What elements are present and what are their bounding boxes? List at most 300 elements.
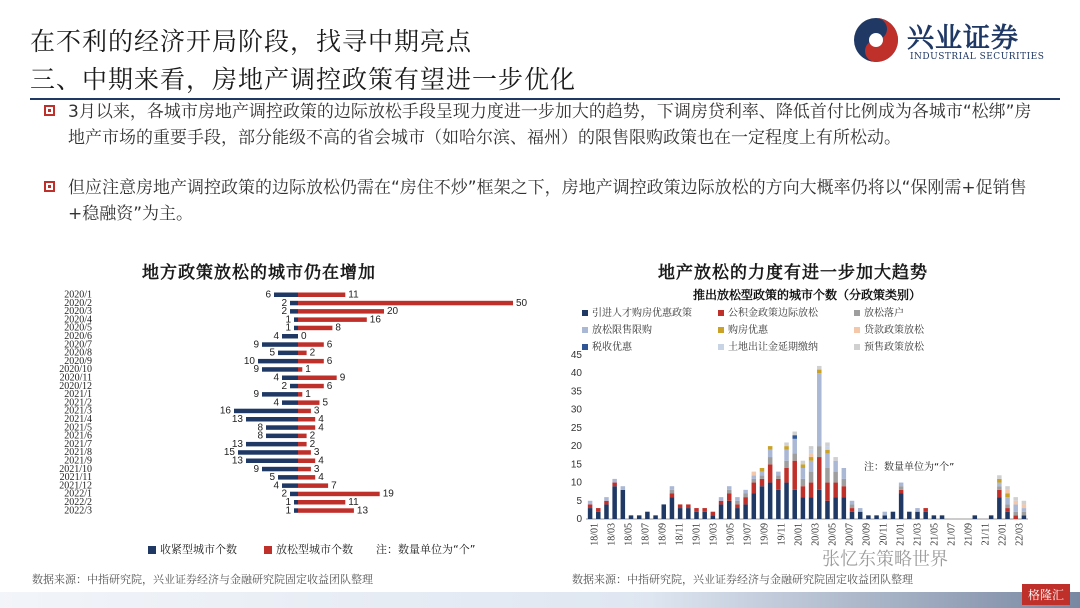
data-label-easing: 2 [309, 430, 316, 442]
y-tick-label: 2021/7 [64, 438, 92, 450]
stacked-bar-segment [596, 508, 601, 512]
stacked-bar-segment [1005, 490, 1010, 494]
stacked-bar-segment [604, 501, 609, 505]
data-label-tightening: 16 [219, 405, 231, 417]
stacked-bar-segment [612, 479, 617, 483]
stacked-bar-segment [727, 501, 732, 519]
stacked-bar-segment [784, 446, 789, 450]
data-label-tightening: 1 [285, 314, 291, 326]
slide-title-line1: 在不利的经济开局阶段，找寻中期亮点 [30, 27, 473, 56]
bar-easing [298, 425, 315, 430]
stacked-bar-segment [1013, 504, 1018, 511]
bar-easing [298, 450, 311, 455]
stacked-bar-segment [817, 366, 822, 370]
x-tick-label: 20/03 [810, 523, 822, 546]
stacked-bar-segment [997, 497, 1002, 519]
stacked-bar-segment [809, 472, 814, 483]
stacked-bar-segment [735, 508, 740, 519]
bullet-box-icon [44, 105, 55, 116]
bar-tightening [246, 417, 298, 422]
stacked-bar-segment [768, 483, 773, 519]
stacked-bar-segment [809, 453, 814, 457]
y-tick-label: 10 [570, 477, 582, 489]
data-label-tightening: 13 [231, 438, 243, 450]
stacked-bar-segment [817, 370, 822, 374]
bar-easing [298, 442, 307, 447]
bar-tightening [294, 326, 298, 331]
x-tick-label: 19/05 [725, 523, 737, 546]
stacked-bar-segment [1022, 501, 1027, 505]
stacked-bar-segment [899, 493, 904, 519]
bar-tightening [246, 442, 298, 447]
stacked-bar-segment [768, 446, 773, 450]
stacked-bar-segment [792, 435, 797, 439]
stacked-bar-segment [670, 493, 675, 497]
stacked-bar-segment [825, 468, 830, 483]
stacked-bar-segment [825, 442, 830, 446]
y-tick-label: 2022/2 [64, 497, 92, 508]
data-label-tightening: 8 [257, 430, 263, 442]
stacked-bar-segment [604, 497, 609, 501]
y-tick-label: 25 [570, 422, 582, 434]
stacked-bar-segment [1013, 512, 1018, 516]
bar-tightening [262, 342, 298, 347]
stacked-bar-segment [973, 515, 978, 519]
stacked-bar-segment [842, 479, 847, 486]
x-tick-label: 21/11 [980, 523, 992, 546]
stacked-bar-segment [670, 497, 675, 519]
data-label-tightening: 4 [273, 372, 279, 384]
stacked-bar-segment [612, 486, 617, 519]
stacked-bar-segment [727, 490, 732, 494]
bar-easing [298, 376, 337, 381]
legend-label: 税收优惠 [592, 342, 632, 353]
stacked-bar-segment [670, 486, 675, 490]
stacked-bar-segment [784, 461, 789, 468]
legend-swatch [718, 344, 724, 350]
y-tick-label: 2021/5 [64, 422, 92, 434]
data-label-tightening: 1 [285, 322, 291, 334]
bar-tightening [274, 293, 298, 298]
stacked-bar-segment [735, 504, 740, 508]
stacked-bar-segment [752, 479, 757, 483]
stacked-bar-segment [1005, 486, 1010, 490]
bar-easing [298, 483, 328, 488]
footer-bar [0, 592, 1080, 608]
x-tick-label: 22/01 [997, 523, 1009, 546]
stacked-bar-segment [645, 512, 650, 519]
stacked-bar-segment [809, 446, 814, 450]
stacked-bar-segment [899, 483, 904, 487]
x-tick-label: 18/07 [640, 523, 652, 546]
logo-name: 兴业证券 [907, 23, 1019, 54]
bar-easing [298, 459, 315, 464]
stacked-bar-segment [637, 515, 642, 519]
stacked-bar-segment [809, 483, 814, 498]
y-tick-label: 2020/7 [64, 339, 92, 351]
bar-easing [298, 400, 320, 405]
stacked-bar-segment [760, 475, 765, 479]
data-label-easing: 1 [305, 364, 311, 376]
y-tick-label: 40 [570, 368, 582, 380]
y-tick-label: 2020/11 [59, 372, 92, 384]
y-tick-label: 2021/11 [59, 472, 92, 484]
data-label-easing: 2 [309, 347, 316, 359]
y-tick-label: 2020/2 [64, 297, 92, 309]
data-label-easing: 8 [335, 322, 341, 334]
stacked-bar-segment [678, 504, 683, 508]
stacked-bar-segment [817, 490, 822, 519]
y-tick-label: 2022/1 [64, 488, 92, 500]
legend-label: 贷款政策放松 [864, 325, 924, 336]
y-tick-label: 15 [570, 459, 582, 471]
y-tick-label: 5 [576, 495, 582, 507]
y-tick-label: 2020/12 [59, 380, 92, 392]
stacked-bar-segment [662, 504, 667, 519]
data-label-easing: 9 [339, 372, 346, 384]
stacked-bar-segment [850, 501, 855, 505]
y-tick-label: 2021/10 [59, 463, 92, 475]
stacked-bar-segment [711, 515, 716, 519]
stacked-bar-segment [842, 497, 847, 519]
stacked-bar-segment [891, 512, 896, 519]
y-tick-label: 0 [576, 514, 582, 525]
stacked-bar-segment [776, 472, 781, 476]
stacked-bar-segment [1013, 515, 1018, 519]
legend-label: 购房优惠 [728, 325, 768, 336]
stacked-bar-segment [760, 486, 765, 519]
bar-easing [298, 508, 354, 513]
stacked-bar-segment [825, 446, 830, 450]
stacked-bar-segment [825, 453, 830, 468]
data-label-tightening: 4 [273, 480, 279, 492]
x-tick-label: 20/01 [793, 523, 805, 546]
legend-swatch [582, 327, 588, 333]
x-tick-label: 20/07 [844, 523, 856, 546]
legend-swatch-tightening [148, 546, 156, 554]
data-label-tightening: 5 [269, 347, 275, 359]
chart-note: 注：数量单位为“个” [376, 543, 476, 556]
stacked-bar-segment [833, 461, 838, 472]
legend-label: 放松限售限购 [592, 325, 652, 336]
logo-subtitle: INDUSTRIAL SECURITIES [910, 52, 1045, 62]
data-label-easing: 1 [305, 389, 311, 401]
data-label-tightening: 2 [281, 297, 287, 309]
stacked-bar-segment [588, 504, 593, 508]
stacked-bar-segment [596, 512, 601, 519]
x-tick-label: 20/05 [827, 523, 839, 546]
stacked-bar-segment [825, 483, 830, 501]
stacked-bar-segment [711, 512, 716, 516]
y-tick-label: 2021/9 [64, 455, 92, 467]
x-tick-label: 22/03 [1014, 523, 1026, 546]
stacked-bar-segment [1005, 512, 1010, 519]
data-label-easing: 4 [318, 414, 324, 425]
y-tick-label: 2020/9 [64, 355, 92, 367]
bar-easing [298, 309, 384, 314]
stacked-bar-segment [1005, 504, 1010, 508]
stacked-bar-segment [760, 472, 765, 476]
bar-tightening [234, 409, 298, 414]
chart-subtitle: 推出放松型政策的城市个数（分政策类别） [692, 288, 922, 302]
y-tick-label: 2020/8 [64, 347, 92, 359]
data-label-tightening: 10 [243, 355, 255, 367]
bar-easing [298, 417, 315, 422]
stacked-bar-segment [923, 508, 928, 512]
bar-tightening [294, 500, 298, 505]
stacked-bar-segment [866, 515, 871, 519]
stacked-bar-segment [1022, 515, 1027, 519]
stacked-bar-segment [809, 461, 814, 472]
legend-swatch [854, 310, 860, 316]
bullet-text-2: 但应注意房地产调控政策的边际放松仍需在“房住不炒”框架之下，房地产调控政策边际放松的方向大概率仍将以“保刚需+促销售+稳融资”为主。 [68, 178, 1027, 224]
stacked-bar-segment [752, 475, 757, 479]
stacked-bar-segment [784, 450, 789, 461]
right-stacked-bar-chart [568, 282, 1038, 567]
stacked-bar-segment [743, 504, 748, 519]
stacked-bar-segment [997, 479, 1002, 483]
data-label-tightening: 9 [253, 339, 259, 351]
y-tick-label: 2020/10 [59, 364, 92, 376]
stacked-bar-segment [760, 479, 765, 486]
bar-easing [298, 467, 311, 472]
legend-swatch [854, 327, 860, 333]
stacked-bar-segment [850, 508, 855, 512]
bar-easing [298, 384, 324, 389]
y-tick-label: 30 [570, 404, 582, 416]
bar-tightening [278, 475, 298, 480]
bar-tightening [282, 334, 298, 339]
stacked-bar-segment [883, 515, 888, 519]
stacked-bar-segment [743, 493, 748, 497]
stacked-bar-segment [792, 439, 797, 454]
legend-label: 引进人才购房优惠政策 [592, 308, 692, 319]
stacked-bar-segment [702, 512, 707, 519]
bar-tightening [258, 359, 298, 364]
data-label-tightening: 2 [281, 306, 287, 318]
x-tick-label: 19/07 [742, 523, 754, 546]
stacked-bar-segment [612, 483, 617, 487]
stacked-bar-segment [792, 490, 797, 519]
stacked-bar-segment [801, 464, 806, 468]
data-label-easing: 20 [387, 306, 399, 318]
data-label-easing: 50 [516, 297, 528, 309]
bar-tightening [294, 508, 298, 513]
x-tick-label: 18/09 [657, 523, 669, 546]
data-label-easing: 19 [382, 488, 394, 500]
stacked-bar-segment [842, 486, 847, 497]
bar-tightening [266, 425, 298, 430]
y-tick-label: 2021/6 [64, 430, 92, 442]
data-label-easing: 3 [313, 447, 320, 459]
stacked-bar-segment [776, 490, 781, 519]
data-label-tightening: 6 [265, 289, 271, 301]
bar-tightening [290, 492, 298, 497]
stacked-bar-segment [809, 497, 814, 519]
stacked-bar-segment [792, 461, 797, 490]
stacked-bar-segment [752, 483, 757, 494]
bar-tightening [282, 400, 298, 405]
x-tick-label: 21/03 [912, 523, 924, 546]
bar-easing [298, 326, 332, 331]
data-label-tightening: 2 [281, 380, 287, 392]
bar-tightening [290, 309, 298, 314]
data-label-tightening: 2 [281, 488, 287, 500]
corner-badge: 格隆汇 [1022, 584, 1070, 605]
bar-easing [298, 301, 513, 306]
x-tick-label: 18/03 [606, 523, 618, 546]
data-label-tightening: 13 [231, 414, 243, 425]
legend-label: 放松落户 [864, 308, 904, 319]
stacked-bar-segment [997, 483, 1002, 487]
stacked-bar-segment [776, 475, 781, 479]
stacked-bar-segment [801, 479, 806, 486]
data-label-easing: 13 [356, 505, 369, 517]
stacked-bar-segment [588, 508, 593, 519]
stacked-bar-segment [833, 472, 838, 483]
stacked-bar-segment [719, 501, 724, 505]
stacked-bar-segment [768, 464, 773, 482]
data-label-easing: 6 [326, 380, 333, 392]
stacked-bar-segment [842, 468, 847, 479]
bar-easing [298, 293, 345, 298]
bar-tightening [262, 367, 298, 372]
y-tick-label: 2021/4 [64, 414, 92, 425]
data-label-easing: 4 [318, 472, 324, 484]
y-tick-label: 2021/8 [64, 447, 92, 459]
chart-note: 注：数量单位为“个” [864, 462, 955, 473]
data-label-tightening: 9 [253, 463, 259, 475]
stacked-bar-segment [817, 373, 822, 446]
data-label-tightening: 4 [273, 331, 279, 342]
stacked-bar-segment [768, 457, 773, 464]
stacked-bar-segment [907, 512, 912, 519]
legend-label: 公积金政策边际放松 [728, 308, 818, 319]
stacked-bar-segment [1005, 497, 1010, 504]
stacked-bar-segment [923, 512, 928, 519]
bullet-text-1: 3月以来，各城市房地产调控政策的边际放松手段呈现力度进一步加大的趋势，下调房贷利率、降低首付比例成为各城市“松绑”房地产市场的重要手段，部分能级不高的省会城市（如哈尔滨、福州）的限售限购政策也在一定程度上有所松动。 [68, 102, 1032, 148]
x-tick-label: 21/01 [895, 523, 907, 546]
x-tick-label: 19/09 [759, 523, 771, 546]
stacked-bar-segment [858, 512, 863, 519]
y-tick-label: 2020/3 [64, 306, 92, 318]
bar-easing [298, 475, 315, 480]
left-source-note: 数据来源：中指研究院，兴业证券经济与金融研究院固定收益团队整理 [32, 573, 373, 586]
y-tick-label: 2022/3 [64, 505, 92, 517]
data-label-easing: 7 [331, 480, 337, 492]
data-label-easing: 4 [318, 422, 324, 434]
bullet-point-1 [68, 99, 1038, 151]
stacked-bar-segment [752, 472, 757, 476]
stacked-bar-segment [1013, 497, 1018, 501]
stacked-bar-segment [792, 432, 797, 436]
left-diverging-bar-chart [30, 285, 530, 565]
data-label-easing: 16 [369, 314, 381, 326]
legend-label-easing: 放松型城市个数 [276, 543, 353, 556]
bar-easing [298, 500, 345, 505]
bar-easing [298, 317, 367, 322]
stacked-bar-segment [702, 508, 707, 512]
legend-swatch-easing [264, 546, 272, 554]
y-tick-label: 2021/3 [64, 405, 92, 417]
bar-tightening [266, 434, 298, 439]
stacked-bar-segment [1005, 493, 1010, 497]
bar-tightening [294, 317, 298, 322]
stacked-bar-segment [997, 486, 1002, 490]
data-label-easing: 11 [348, 497, 359, 508]
stacked-bar-segment [670, 490, 675, 494]
data-label-easing: 0 [301, 331, 307, 342]
stacked-bar-segment [743, 497, 748, 504]
stacked-bar-segment [850, 512, 855, 519]
bar-tightening [282, 483, 298, 488]
bar-tightening [290, 384, 298, 389]
y-tick-label: 2020/5 [64, 322, 92, 334]
stacked-bar-segment [850, 504, 855, 508]
stacked-bar-segment [915, 508, 920, 512]
stacked-bar-segment [776, 479, 781, 490]
stacked-bar-segment [817, 446, 822, 457]
bar-easing [298, 392, 302, 397]
stacked-bar-segment [686, 504, 691, 508]
y-tick-label: 35 [570, 386, 582, 398]
stacked-bar-segment [735, 501, 740, 505]
bar-tightening [290, 301, 298, 306]
data-label-tightening: 1 [285, 497, 291, 508]
bar-easing [298, 367, 302, 372]
legend-swatch [854, 344, 860, 350]
x-tick-label: 19/11 [776, 523, 788, 546]
legend-label: 土地出让金延期缴纳 [728, 342, 818, 353]
stacked-bar-segment [858, 508, 863, 512]
x-tick-label: 21/05 [929, 523, 941, 546]
stacked-bar-segment [621, 486, 626, 490]
data-label-tightening: 5 [269, 472, 275, 484]
legend-swatch [718, 310, 724, 316]
data-label-easing: 5 [322, 397, 329, 409]
x-tick-label: 19/03 [708, 523, 720, 546]
stacked-bar-segment [833, 457, 838, 461]
stacked-bar-segment [801, 461, 806, 465]
stacked-bar-segment [743, 490, 748, 494]
stacked-bar-segment [1022, 512, 1027, 516]
bar-easing [298, 359, 324, 364]
stacked-bar-segment [621, 490, 626, 519]
stacked-bar-segment [801, 497, 806, 519]
stacked-bar-segment [801, 468, 806, 479]
stacked-bar-segment [817, 457, 822, 490]
data-label-tightening: 9 [253, 364, 259, 376]
bar-tightening [238, 450, 298, 455]
legend-label-tightening: 收紧型城市个数 [160, 543, 237, 556]
stacked-bar-segment [997, 475, 1002, 479]
bar-tightening [262, 392, 298, 397]
stacked-bar-segment [686, 508, 691, 519]
data-label-easing: 3 [313, 463, 320, 475]
stacked-bar-segment [801, 486, 806, 497]
stacked-bar-segment [768, 450, 773, 457]
data-label-easing: 4 [318, 455, 324, 467]
stacked-bar-segment [784, 483, 789, 519]
bar-tightening [282, 376, 298, 381]
bar-tightening [262, 467, 298, 472]
y-tick-label: 2021/12 [59, 480, 92, 492]
stacked-bar-segment [719, 504, 724, 519]
bar-easing [298, 409, 311, 414]
stacked-bar-segment [899, 486, 904, 490]
stacked-bar-segment [694, 508, 699, 512]
stacked-bar-segment [588, 501, 593, 505]
